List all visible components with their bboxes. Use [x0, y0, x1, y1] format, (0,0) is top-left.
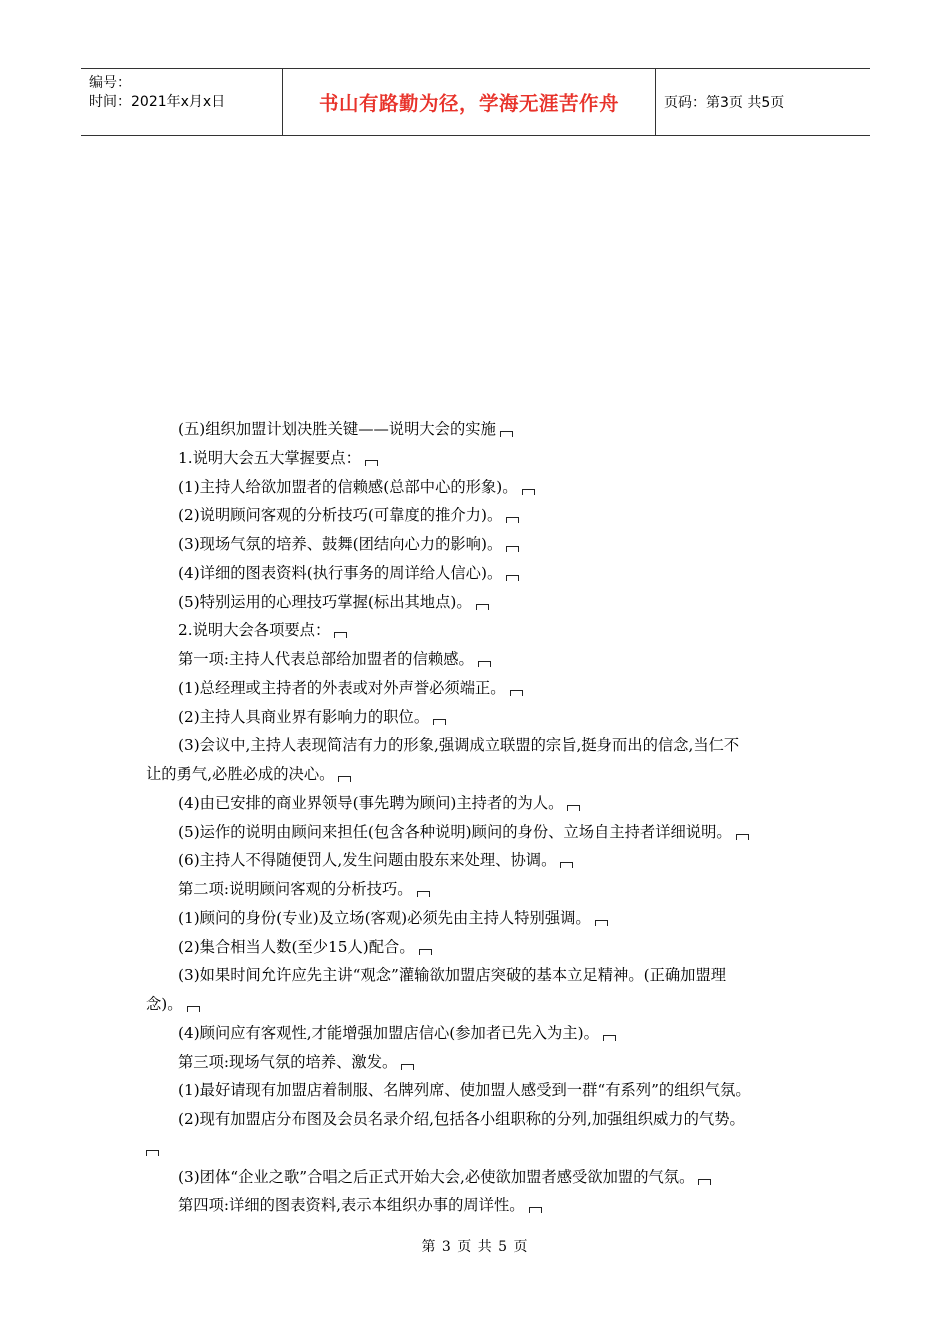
- list-item: (3)会议中,主持人表现简洁有力的形象,强调成立联盟的宗旨,挺身而出的信念,当仁不: [178, 736, 740, 755]
- item-heading: 第三项:现场气氛的培养、激发。: [146, 1048, 816, 1077]
- list-item: (4)详细的图表资料(执行事务的周详给人信心)。: [146, 559, 816, 588]
- paragraph-mark-icon: [698, 1179, 711, 1185]
- header-page-cell: [656, 69, 870, 135]
- paragraph-mark-icon: [510, 690, 523, 696]
- item-heading: 第二项:说明顾问客观的分析技巧。: [146, 875, 816, 904]
- subheading: 1.说明大会五大掌握要点：: [146, 444, 816, 473]
- list-item: (5)特别运用的心理技巧掌握(标出其地点)。: [146, 588, 816, 617]
- paragraph-mark-icon: [365, 460, 378, 466]
- list-item: (1)顾问的身份(专业)及立场(客观)必须先由主持人特别强调。: [146, 904, 816, 933]
- list-item: (3)现场气氛的培养、鼓舞(团结向心力的影响)。: [146, 530, 816, 559]
- paragraph-mark-icon: [433, 719, 446, 725]
- page-footer: 第 3 页 共 5 页: [421, 1239, 529, 1255]
- header-motto-cell: [283, 69, 656, 135]
- list-item: (2)现有加盟店分布图及会员名录介绍,包括各小组职称的分列,加强组织威力的气势。: [178, 1110, 745, 1128]
- list-item: (5)运作的说明由顾问来担任(包含各种说明)顾问的身份、立场自主持者详细说明。: [146, 818, 816, 847]
- paragraph-mark-icon: [338, 776, 351, 782]
- document-number-label: 编号：: [89, 75, 131, 91]
- item-heading: 第四项:详细的图表资料,表示本组织办事的周详性。: [146, 1191, 816, 1220]
- paragraph-mark-icon: [736, 834, 749, 840]
- header-motto: 书山有路勤为径，学海无涯苦作舟: [318, 92, 619, 115]
- header-page-label: 页码：第3页 共5页: [664, 95, 785, 111]
- paragraph-mark-icon: [419, 949, 432, 955]
- paragraph-mark-icon: [476, 604, 489, 610]
- list-item: (1)最好请现有加盟店着制服、名牌列席、使加盟人感受到一群“有系列”的组织气氛。: [178, 1081, 751, 1100]
- list-item: (2)说明顾问客观的分析技巧(可靠度的推介力)。: [146, 501, 816, 530]
- header-info-cell: [81, 69, 283, 135]
- document-time-label: 时间：2021年x月x日: [89, 94, 226, 110]
- paragraph-mark-icon: [567, 805, 580, 811]
- paragraph-mark-icon: [478, 661, 491, 667]
- document-body: [146, 415, 816, 1220]
- paragraph-mark-icon: [500, 431, 513, 437]
- item-heading: 第一项:主持人代表总部给加盟者的信赖感。: [146, 645, 816, 674]
- list-item: (4)由已安排的商业界领导(事先聘为顾问)主持者的为人。: [146, 789, 816, 818]
- paragraph-mark-icon: [560, 862, 573, 868]
- paragraph-mark-icon: [595, 920, 608, 926]
- paragraph-mark-icon: [417, 891, 430, 897]
- paragraph-mark-icon: [401, 1064, 414, 1070]
- paragraph-mark-icon: [603, 1035, 616, 1041]
- list-item: (6)主持人不得随便罚人,发生问题由股东来处理、协调。: [146, 846, 816, 875]
- list-item: (1)总经理或主持者的外表或对外声誉必须端正。: [146, 674, 816, 703]
- list-item-continuation: [146, 1134, 816, 1163]
- list-item-continuation: 念)。: [146, 990, 816, 1019]
- list-item: (2)集合相当人数(至少15人)配合。: [146, 933, 816, 962]
- list-item: (1)主持人给欲加盟者的信赖感(总部中心的形象)。: [146, 473, 816, 502]
- list-item: (2)主持人具商业界有影响力的职位。: [146, 703, 816, 732]
- paragraph-mark-icon: [146, 1150, 159, 1156]
- subheading: 2.说明大会各项要点：: [146, 616, 816, 645]
- list-item: (3)团体“企业之歌”合唱之后正式开始大会,必使欲加盟者感受欲加盟的气氛。: [146, 1163, 816, 1192]
- paragraph-mark-icon: [506, 546, 519, 552]
- section-heading: (五)组织加盟计划决胜关键——说明大会的实施: [146, 415, 816, 444]
- paragraph-mark-icon: [334, 632, 347, 638]
- list-item: (3)如果时间允许应先主讲“观念”灌输欲加盟店突破的基本立足精神。(正确加盟理: [178, 966, 727, 985]
- paragraph-mark-icon: [506, 575, 519, 581]
- paragraph-mark-icon: [506, 517, 519, 523]
- list-item: (4)顾问应有客观性,才能增强加盟店信心(参加者已先入为主)。: [146, 1019, 816, 1048]
- paragraph-mark-icon: [522, 489, 535, 495]
- paragraph-mark-icon: [529, 1207, 542, 1213]
- paragraph-mark-icon: [187, 1006, 200, 1012]
- list-item-continuation: 让的勇气,必胜必成的决心。: [146, 760, 816, 789]
- page-header: [81, 68, 870, 136]
